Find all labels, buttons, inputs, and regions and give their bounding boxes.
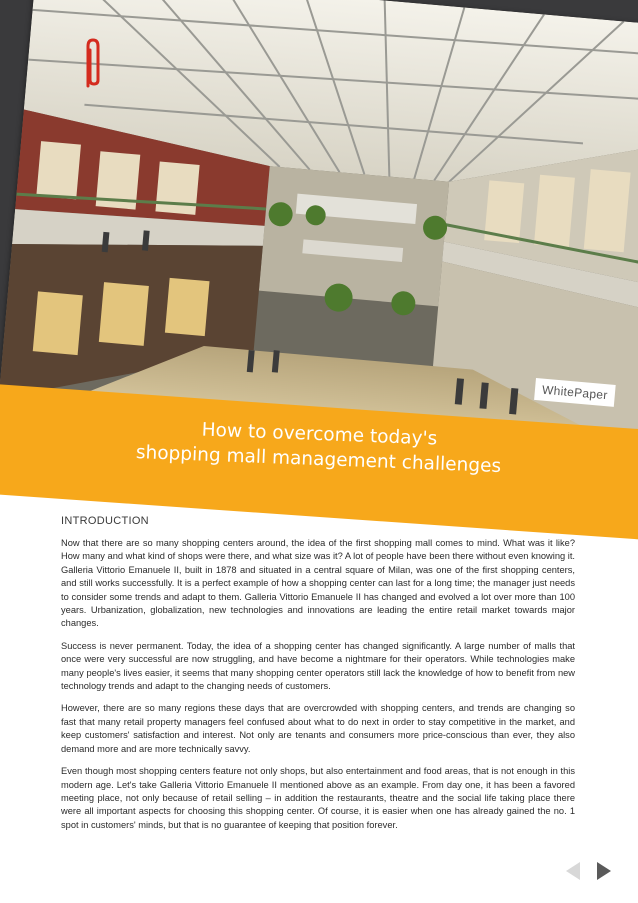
paperclip-icon xyxy=(80,36,106,90)
title-line-1: How to overcome today's xyxy=(201,419,438,450)
arrow-left-icon[interactable] xyxy=(566,862,580,880)
whitepaper-tag: WhitePaper xyxy=(534,378,616,407)
paragraph: However, there are so many regions these days that are overcrowded with shopping centers, and trends are changing so fast that many retail property managers feel confused about what to do next in order to stay competitive in the market, and keep customers' satisfaction and interest. Not only are tenants and consumers more price-conscious than ever, they also demand more and are more technically savvy. xyxy=(61,703,575,754)
paragraph: Success is never permanent. Today, the idea of a shopping center has changed significantly. A large number of malls that once were very successful are now struggling, and have become a nightmare for their operators. While technologies make many people's lives easier, it seems that many shopping center operators still lack the knowledge of how to benefit from new technology trends and adapt to the changing needs of customers. xyxy=(61,640,575,692)
article-body xyxy=(61,515,575,841)
paragraph: Now that there are so many shopping centers around, the idea of the first shopping mall comes to mind. What was it like? How many and what kind of shops were there, and what size was it? A lot of people have been there without even knowing it. Galleria Vittorio Emanuele II, built in 1878 and situated in a central square of Milan, was one of the first shopping centers, and still works successfully. It is a perfect example of how a shopping center can last for a long time; the manager just needs to consider some trends and adapt to them. Galleria Vittorio Emanuele II has changed and evolved a lot over more than 100 years. Urbanization, globalization, new technologies and innovations are leading the entire retail market towards major changes. xyxy=(61,538,575,629)
arrow-right-icon[interactable] xyxy=(597,862,611,880)
paragraph: Even though most shopping centers feature not only shops, but also entertainment and food areas, that is not enough in this modern age. Let's take Galleria Vittorio Emanuele II mentioned above as an example. From day one, it has been a favored meeting place, not only because of retail selling – in addition the restaurants, theatre and the social life taking place there were all important aspects for choosing this shopping center. Of course, it is easier when one has already gained the no. 1 spot in customers' minds, but that is no guarantee of keeping that position forever. xyxy=(61,766,575,830)
title-line-2: shopping mall management challenges xyxy=(135,441,502,477)
section-heading: INTRODUCTION xyxy=(61,515,149,527)
